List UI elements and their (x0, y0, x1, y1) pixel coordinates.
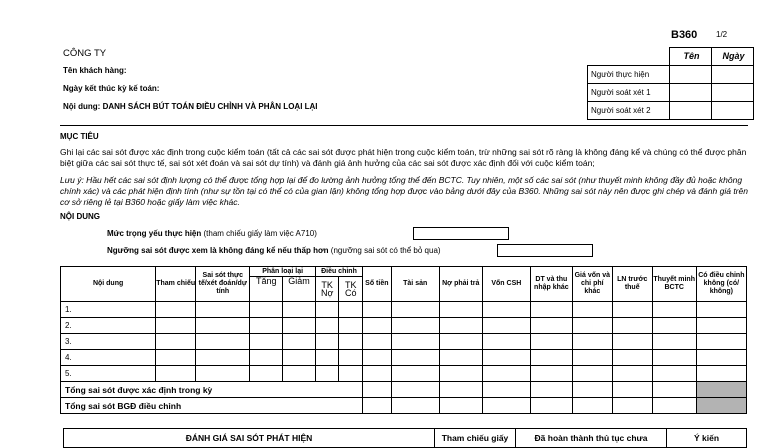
evaluation-opinion: Ý kiến (667, 429, 747, 448)
threshold-ref: (ngưỡng sai sót có thể bỏ qua) (328, 246, 441, 255)
materiality-line (107, 229, 317, 238)
evaluation-ref: Tham chiếu giấy (435, 429, 516, 448)
client-label: Tên khách hàng: (63, 66, 127, 75)
misstatement-table (60, 266, 747, 414)
total-adjusted-label: Tổng sai sót BGĐ điều chỉnh (61, 398, 363, 414)
evaluation-table (63, 428, 747, 448)
threshold-line (107, 246, 441, 255)
col-cogs: Giá vốn và chi phí khác (572, 267, 612, 302)
threshold-input[interactable] (497, 244, 593, 257)
signoff-row-label: Người soát xét 2 (588, 101, 670, 119)
col-amount: Số tiền (363, 267, 392, 302)
signoff-name-cell[interactable] (669, 83, 711, 101)
signoff-col-date: Ngày (711, 48, 753, 66)
col-decrease: Giảm (283, 277, 316, 302)
content-line (63, 102, 318, 111)
signoff-name-cell[interactable] (669, 101, 711, 119)
col-increase: Tăng (250, 277, 283, 302)
col-disclosure: Thuyết minh BCTC (652, 267, 696, 302)
col-revenue: DT và thu nhập khác (530, 267, 572, 302)
materiality-ref: (tham chiếu giấy làm việc A710) (201, 229, 317, 238)
period-label: Ngày kết thúc kỳ kế toán: (63, 84, 160, 93)
row-number: 4. (61, 350, 156, 366)
col-adjusted: Có điều chỉnh không (có/ không) (696, 267, 746, 302)
signoff-date-cell[interactable] (711, 65, 753, 83)
evaluation-heading: ĐÁNH GIÁ SAI SÓT PHÁT HIỆN (64, 429, 435, 448)
total-identified-row (61, 382, 747, 398)
content-heading: NỘI DUNG (60, 212, 100, 221)
col-content: Nội dung (61, 267, 156, 302)
col-type: Sai sót thực tế/xét đoán/dự tính (196, 267, 250, 302)
signoff-table (587, 47, 754, 120)
table-row (61, 318, 747, 334)
evaluation-done: Đã hoàn thành thủ tục chưa (516, 429, 667, 448)
row-number: 2. (61, 318, 156, 334)
materiality-label: Mức trọng yếu thực hiện (107, 229, 202, 238)
company-name: CÔNG TY (63, 48, 107, 59)
total-adjusted-row (61, 398, 747, 414)
page-number: 1/2 (716, 30, 728, 39)
divider (60, 125, 748, 126)
form-code: B360 (671, 29, 698, 41)
table-row (61, 334, 747, 350)
objective-note: Lưu ý: Hầu hết các sai sót định lượng có thể được tổng hợp lại để đo lường ảnh hưởng tổng thể đến BCTC. Tuy nhiên, một số các sai sót (như thuyết minh không đầy đủ hoặc không chính xác) và các phát hiện định tính (như sự tồn tại có thể có của gian lận) không tổng hợp được vào bảng dưới đây của B360. Những sai sót này nên được ghi chép và đánh giá trên cơ sở riêng lẻ tại B360 hoặc giấy làm việc khác. (60, 175, 748, 207)
col-liabilities: Nợ phải trả (439, 267, 482, 302)
col-dr: TK Nợ (315, 277, 339, 302)
content-value: DANH SÁCH BÚT TOÁN ĐIỀU CHỈNH VÀ PHÂN LOẠI LẠI (102, 102, 318, 111)
signoff-col-name: Tên (669, 48, 711, 66)
signoff-row-label: Người thực hiện (588, 65, 670, 83)
table-row (61, 366, 747, 382)
col-equity: Vốn CSH (482, 267, 530, 302)
signoff-date-cell[interactable] (711, 101, 753, 119)
col-pbt: LN trước thuế (612, 267, 652, 302)
materiality-input[interactable] (413, 227, 509, 240)
col-cr: TK Có (339, 277, 363, 302)
row-number: 5. (61, 366, 156, 382)
shaded-cell (696, 382, 746, 398)
signoff-date-cell[interactable] (711, 83, 753, 101)
signoff-row-label: Người soát xét 1 (588, 83, 670, 101)
table-row (61, 302, 747, 318)
table-row (61, 350, 747, 366)
threshold-label: Ngưỡng sai sót được xem là không đáng kể nếu thấp hơn (107, 246, 329, 255)
objective-text: Ghi lại các sai sót được xác định trong cuộc kiểm toán (tất cả các sai sót được phát hiện trong cuộc kiểm toán, trừ những sai sót rõ ràng là không đáng kể và chúng có thể được phân biệt giữa các sai sót thực tế, sai sót xét đoán và sai sót dự tính) và đánh giá ảnh hưởng của các sai sót được xác định đối với cuộc kiểm toán; (60, 147, 747, 168)
col-ref: Tham chiếu (156, 267, 196, 302)
col-reclass: Phân loại lại (250, 267, 316, 277)
total-identified-label: Tổng sai sót được xác định trong kỳ (61, 382, 363, 398)
col-adjust: Điều chỉnh (315, 267, 362, 277)
col-assets: Tài sản (391, 267, 439, 302)
content-label: Nội dung: (63, 102, 101, 111)
row-number: 3. (61, 334, 156, 350)
signoff-name-cell[interactable] (669, 65, 711, 83)
shaded-cell (696, 398, 746, 414)
objective-heading: MỤC TIÊU (60, 132, 99, 141)
row-number: 1. (61, 302, 156, 318)
